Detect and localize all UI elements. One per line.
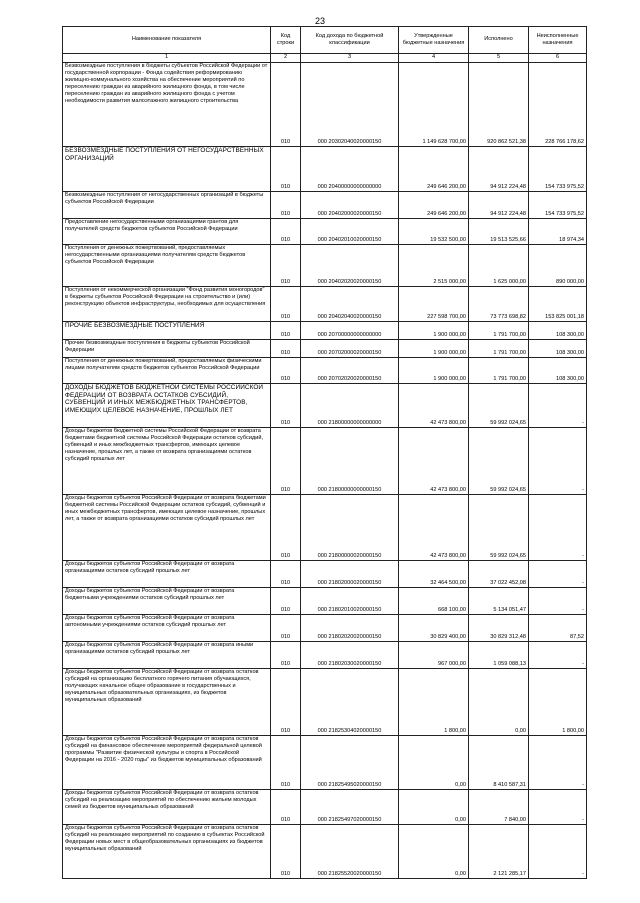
table-row <box>63 147 587 192</box>
row-unexecuted: 108 300,00 <box>529 340 587 358</box>
row-name: Доходы бюджетов субъектов Российской Федерации от возврата остатков субсидий на организацию бесплатного горячего питания обучающихся, получающих начальное общее образование в государственных и муниципальных образовательных организациях, из бюджетов муниципальных образований <box>63 669 271 736</box>
row-name: Прочие безвозмездные поступления в бюджеты субъектов Российской Федерации <box>63 340 271 358</box>
row-kbk: 000 21800000000000000 <box>301 384 399 428</box>
row-approved: 30 829 400,00 <box>399 615 469 642</box>
row-approved: 668 100,00 <box>399 588 469 615</box>
row-unexecuted: - <box>529 495 587 561</box>
row-approved: 42 473 800,00 <box>399 384 469 428</box>
row-unexecuted: - <box>529 790 587 825</box>
row-kbk: 000 21825304020000150 <box>301 669 399 736</box>
row-executed: 920 862 521,38 <box>469 63 529 147</box>
table-row <box>63 287 587 322</box>
row-executed: 19 513 525,66 <box>469 219 529 245</box>
row-unexecuted: 890 000,00 <box>529 245 587 287</box>
row-executed: 94 912 224,48 <box>469 147 529 192</box>
column-number-row <box>63 54 587 63</box>
row-kbk: 000 21825497020000150 <box>301 790 399 825</box>
table-row <box>63 495 587 561</box>
row-unexecuted: - <box>529 561 587 588</box>
row-executed: 59 992 024,65 <box>469 384 529 428</box>
row-approved: 1 900 000,00 <box>399 358 469 384</box>
income-report-table <box>62 26 587 879</box>
row-name: ДОХОДЫ БЮДЖЕТОВ БЮДЖЕТНОЙ СИСТЕМЫ РОССИЙСКОЙ ФЕДЕРАЦИИ ОТ ВОЗВРАТА ОСТАТКОВ СУБСИДИЙ, СУБВЕНЦИЙ И ИНЫХ МЕЖБЮДЖЕТНЫХ ТРАНСФЕРТОВ, ИМЕЮЩИХ ЦЕЛЕВОЕ НАЗНАЧЕНИЕ, ПРОШЛЫХ ЛЕТ <box>63 384 271 428</box>
row-approved: 1 800,00 <box>399 669 469 736</box>
row-approved: 227 598 700,00 <box>399 287 469 322</box>
header-code: Код строки <box>271 27 301 54</box>
row-code: 010 <box>271 192 301 219</box>
row-approved: 1 900 000,00 <box>399 340 469 358</box>
row-executed: 59 992 024,65 <box>469 428 529 495</box>
row-unexecuted: 154 733 975,52 <box>529 192 587 219</box>
row-unexecuted: 18 974,34 <box>529 219 587 245</box>
row-unexecuted: - <box>529 642 587 669</box>
row-executed: 1 791 700,00 <box>469 322 529 340</box>
row-kbk: 000 21825495020000150 <box>301 736 399 790</box>
row-executed: 0,00 <box>469 669 529 736</box>
table-row <box>63 825 587 879</box>
row-name: Доходы бюджетов бюджетной системы Российской Федерации от возврата бюджетами бюджетной системы Российской Федерации остатков субсидий, субвенций и иных межбюджетных трансфертов, имеющих целевое назначение, прошлых лет, а также от возврата организациями остатков субсидий прошлых лет <box>63 428 271 495</box>
row-code: 010 <box>271 642 301 669</box>
row-executed: 94 912 224,48 <box>469 192 529 219</box>
column-number: 2 <box>271 54 301 63</box>
row-kbk: 000 20402010020000150 <box>301 219 399 245</box>
row-name: Доходы бюджетов субъектов Российской Федерации от возврата автономными учреждениями остатков субсидий прошлых лет <box>63 615 271 642</box>
table-row <box>63 561 587 588</box>
row-kbk: 000 20402000020000150 <box>301 192 399 219</box>
table-row <box>63 192 587 219</box>
row-code: 010 <box>271 825 301 879</box>
row-unexecuted: 153 825 001,18 <box>529 287 587 322</box>
row-name: Доходы бюджетов субъектов Российской Федерации от возврата бюджетными учреждениями остатков субсидий прошлых лет <box>63 588 271 615</box>
row-code: 010 <box>271 322 301 340</box>
row-unexecuted: 108 300,00 <box>529 358 587 384</box>
row-unexecuted: 228 766 178,62 <box>529 63 587 147</box>
row-code: 010 <box>271 495 301 561</box>
row-code: 010 <box>271 219 301 245</box>
row-unexecuted: - <box>529 428 587 495</box>
row-executed: 1 625 000,00 <box>469 245 529 287</box>
row-code: 010 <box>271 615 301 642</box>
row-code: 010 <box>271 669 301 736</box>
row-unexecuted: 1 800,00 <box>529 669 587 736</box>
row-name: Поступления от денежных пожертвований, предоставляемых негосударственными организациями получателям средств бюджетов субъектов Российской Федерации <box>63 245 271 287</box>
row-kbk: 000 20302040020000150 <box>301 63 399 147</box>
table-row <box>63 669 587 736</box>
row-kbk: 000 20402020020000150 <box>301 245 399 287</box>
row-approved: 2 515 000,00 <box>399 245 469 287</box>
row-kbk: 000 21800000000000150 <box>301 428 399 495</box>
row-kbk: 000 21800000020000150 <box>301 495 399 561</box>
row-code: 010 <box>271 358 301 384</box>
column-number: 5 <box>469 54 529 63</box>
row-executed: 73 773 698,82 <box>469 287 529 322</box>
row-name: Поступления от денежных пожертвований, предоставляемых физическими лицами получателям средств бюджетов субъектов Российской Федерации <box>63 358 271 384</box>
table-row <box>63 428 587 495</box>
row-kbk: 000 21802030020000150 <box>301 642 399 669</box>
row-name: Доходы бюджетов субъектов Российской Федерации от возврата остатков субсидий на финансовое обеспечение мероприятий федеральной целевой программы "Развитие физической культуры и спорта в Российской Федерации на 2016 - 2020 годы" из бюджетов муниципальных образований <box>63 736 271 790</box>
row-kbk: 000 20702000020000150 <box>301 340 399 358</box>
row-name: Доходы бюджетов субъектов Российской Федерации от возврата организациями остатков субсидий прошлых лет <box>63 561 271 588</box>
table-row <box>63 358 587 384</box>
table-row <box>63 736 587 790</box>
table-row <box>63 340 587 358</box>
row-code: 010 <box>271 384 301 428</box>
table-row <box>63 642 587 669</box>
header-unexecuted: Неисполненные назначения <box>529 27 587 54</box>
row-executed: 2 121 285,17 <box>469 825 529 879</box>
row-approved: 1 900 000,00 <box>399 322 469 340</box>
header-name: Наименование показателя <box>63 27 271 54</box>
row-unexecuted: - <box>529 384 587 428</box>
row-approved: 249 646 200,00 <box>399 147 469 192</box>
column-number: 6 <box>529 54 587 63</box>
row-code: 010 <box>271 790 301 825</box>
row-approved: 0,00 <box>399 825 469 879</box>
row-unexecuted: - <box>529 588 587 615</box>
row-name: Безвозмездные поступления в бюджеты субъектов Российской Федерации от государственной корпорации - Фонда содействия реформированию жилищно-коммунального хозяйства на обеспечение мероприятий по переселению граждан из аварийного жилищного фонда, в том числе переселению граждан из аварийного жилищного фонда с учетом необходимости развития малоэтажного жилищного строительства <box>63 63 271 147</box>
row-approved: 967 000,00 <box>399 642 469 669</box>
row-approved: 42 473 800,00 <box>399 495 469 561</box>
row-unexecuted: 108 300,00 <box>529 322 587 340</box>
row-code: 010 <box>271 736 301 790</box>
row-kbk: 000 20402040020000150 <box>301 287 399 322</box>
row-approved: 0,00 <box>399 736 469 790</box>
header-executed: Исполнено <box>469 27 529 54</box>
row-name: Поступления от некоммерческой организации "Фонд развития моногородов" в бюджеты субъектов Российской Федерации на строительство и (или) реконструкцию объектов инфраструктуры, необходимых для осуществления <box>63 287 271 322</box>
row-code: 010 <box>271 287 301 322</box>
table-row <box>63 588 587 615</box>
row-kbk: 000 20400000000000000 <box>301 147 399 192</box>
page-number: 23 <box>314 16 325 26</box>
table-row <box>63 790 587 825</box>
row-executed: 5 134 051,47 <box>469 588 529 615</box>
row-unexecuted: 154 733 975,52 <box>529 147 587 192</box>
row-approved: 19 532 500,00 <box>399 219 469 245</box>
header-kbk: Код дохода по бюджетной классификации <box>301 27 399 54</box>
row-kbk: 000 20700000000000000 <box>301 322 399 340</box>
row-executed: 1 791 700,00 <box>469 340 529 358</box>
column-number: 3 <box>301 54 399 63</box>
column-number: 1 <box>63 54 271 63</box>
row-approved: 249 646 200,00 <box>399 192 469 219</box>
row-unexecuted: - <box>529 825 587 879</box>
table-row <box>63 322 587 340</box>
row-executed: 7 840,00 <box>469 790 529 825</box>
row-code: 010 <box>271 147 301 192</box>
row-code: 010 <box>271 63 301 147</box>
header-approved: Утвержденные бюджетные назначения <box>399 27 469 54</box>
row-kbk: 000 21802020020000150 <box>301 615 399 642</box>
row-kbk: 000 21825520020000150 <box>301 825 399 879</box>
table-row <box>63 615 587 642</box>
row-executed: 30 829 312,48 <box>469 615 529 642</box>
row-executed: 1 791 700,00 <box>469 358 529 384</box>
column-number: 4 <box>399 54 469 63</box>
table-row <box>63 63 587 147</box>
row-name: Доходы бюджетов субъектов Российской Федерации от возврата остатков субсидий на реализацию мероприятий по обеспечению жильем молодых семей из бюджетов муниципальных образований <box>63 790 271 825</box>
row-kbk: 000 21802000020000150 <box>301 561 399 588</box>
row-code: 010 <box>271 340 301 358</box>
row-code: 010 <box>271 245 301 287</box>
row-kbk: 000 20702020020000150 <box>301 358 399 384</box>
row-code: 010 <box>271 561 301 588</box>
row-name: Предоставление негосударственными организациями грантов для получателей средств бюджетов субъектов Российской Федерации <box>63 219 271 245</box>
row-approved: 32 464 500,00 <box>399 561 469 588</box>
row-name: БЕЗВОЗМЕЗДНЫЕ ПОСТУПЛЕНИЯ ОТ НЕГОСУДАРСТВЕННЫХ ОРГАНИЗАЦИЙ <box>63 147 271 192</box>
row-name: Доходы бюджетов субъектов Российской Федерации от возврата иными организациями остатков субсидий прошлых лет <box>63 642 271 669</box>
row-approved: 42 473 800,00 <box>399 428 469 495</box>
row-code: 010 <box>271 588 301 615</box>
row-name: Безвозмездные поступления от негосударственных организаций в бюджеты субъектов Российской Федерации <box>63 192 271 219</box>
row-executed: 1 059 088,13 <box>469 642 529 669</box>
row-executed: 8 410 587,31 <box>469 736 529 790</box>
table-row <box>63 219 587 245</box>
row-kbk: 000 21802010020000150 <box>301 588 399 615</box>
row-code: 010 <box>271 428 301 495</box>
row-name: Доходы бюджетов субъектов Российской Федерации от возврата остатков субсидий на реализацию мероприятий по созданию в субъектах Российской Федерации новых мест в общеобразовательных организациях из бюджетов муниципальных образований <box>63 825 271 879</box>
row-unexecuted: - <box>529 736 587 790</box>
table-row <box>63 245 587 287</box>
row-unexecuted: 87,52 <box>529 615 587 642</box>
row-executed: 59 992 024,65 <box>469 495 529 561</box>
row-name: Доходы бюджетов субъектов Российской Федерации от возврата бюджетами бюджетной системы Российской Федерации остатков субсидий, субвенций и иных межбюджетных трансфертов, имеющих целевое назначение, прошлых лет, а также от возврата организациями остатков субсидий прошлых лет <box>63 495 271 561</box>
table-header-row <box>63 27 587 54</box>
row-name: ПРОЧИЕ БЕЗВОЗМЕЗДНЫЕ ПОСТУПЛЕНИЯ <box>63 322 271 340</box>
row-executed: 37 022 452,08 <box>469 561 529 588</box>
table-row <box>63 384 587 428</box>
row-approved: 1 149 628 700,00 <box>399 63 469 147</box>
row-approved: 0,00 <box>399 790 469 825</box>
